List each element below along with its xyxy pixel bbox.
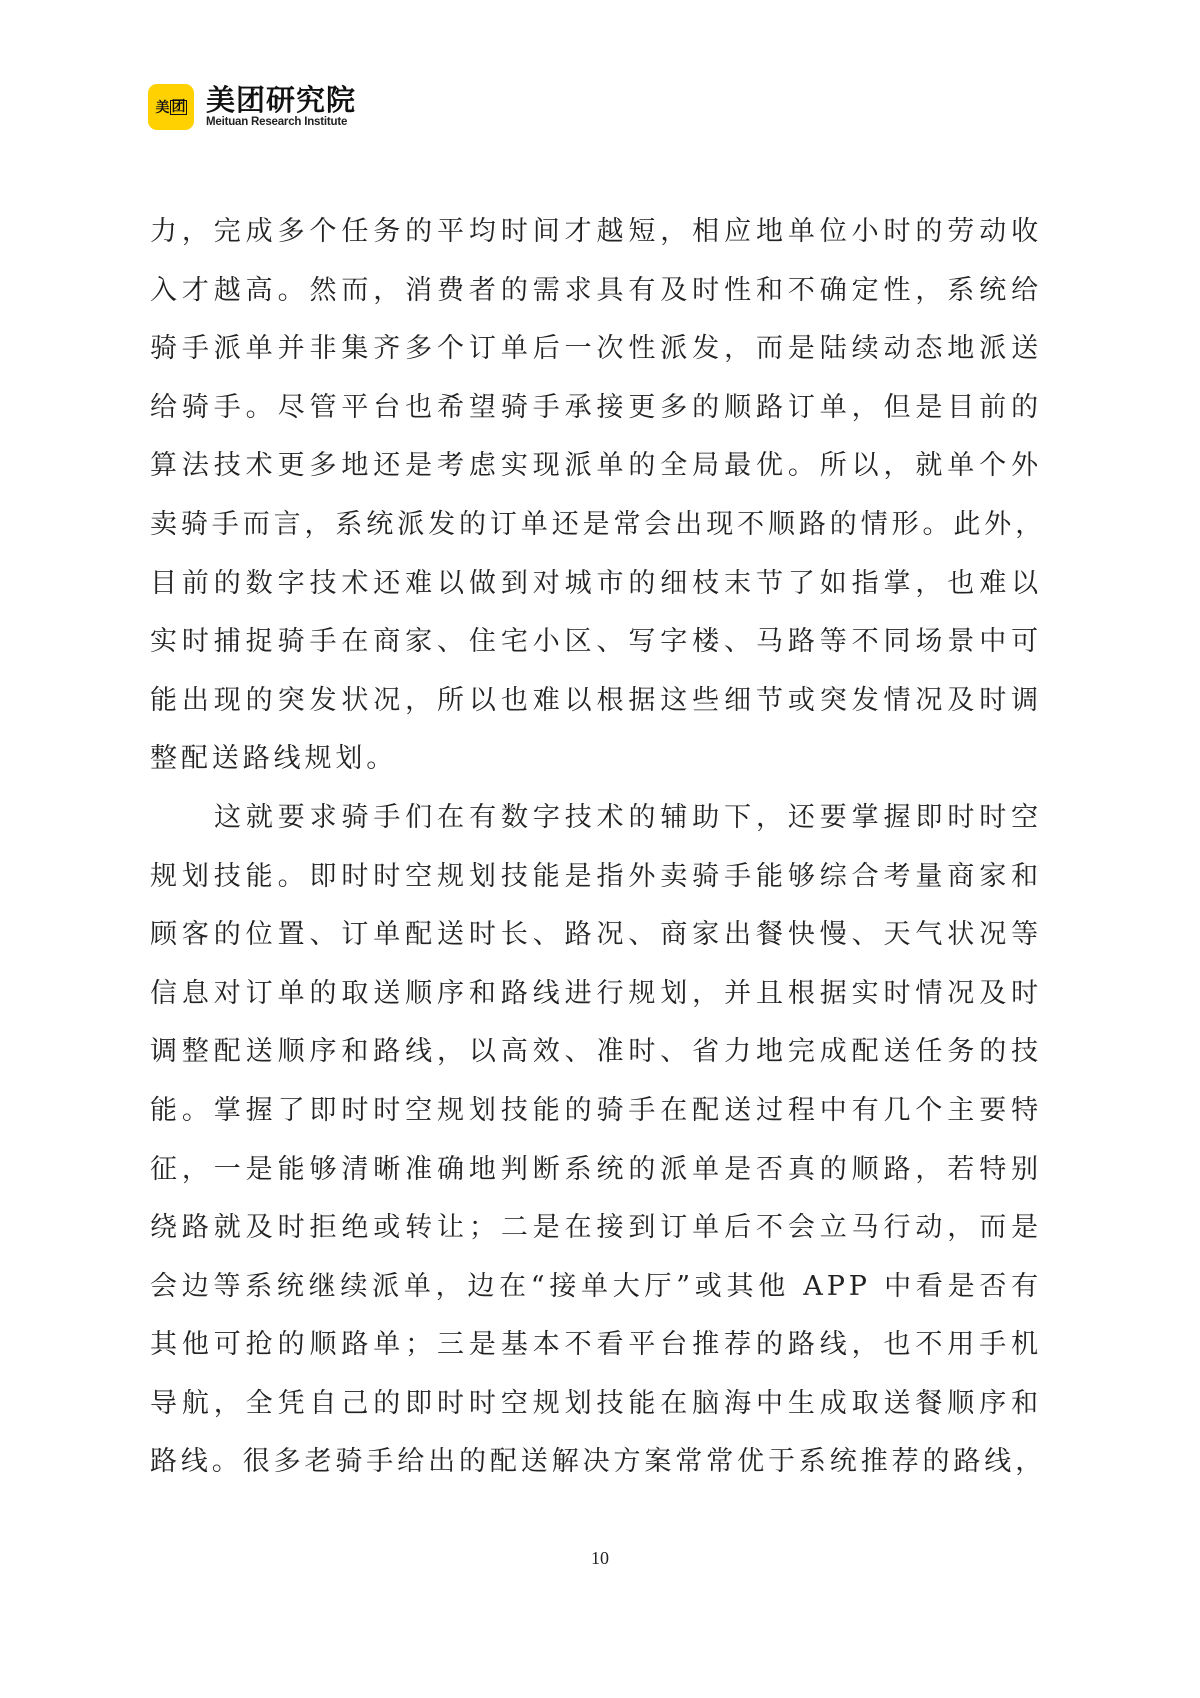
brand-name-english: Meituan Research Institute [206,116,348,128]
text-line: 征，一是能够清晰准确地判断系统的派单是否真的顺路，若特别 [150,1153,1042,1185]
text-line: 调整配送顺序和路线，以高效、准时、省力地完成配送任务的技 [150,1036,1042,1068]
document-header [148,84,356,130]
brand-name [206,85,356,129]
logo-char-mei: 美 [155,100,169,116]
text-line: 算法技术更多地还是考虑实现派单的全局最优。所以，就单个外 [150,450,1042,482]
brand-name-chinese: 美团研究院 [206,83,357,117]
paragraph-1 [150,203,1047,789]
text-line: 能。掌握了即时时空规划技能的骑手在配送过程中有几个主要特 [150,1094,1042,1126]
text-line: 入才越高。然而，消费者的需求具有及时性和不确定性，系统给 [150,274,1042,306]
text-line: 其他可抢的顺路单；三是基本不看平台推荐的路线，也不用手机 [150,1329,1042,1361]
text-line: 信息对订单的取送顺序和路线进行规划，并且根据实时情况及时 [150,977,1042,1009]
paragraph-2 [150,789,1047,1492]
meituan-logo-icon [148,84,194,130]
page-number: 10 [591,1548,609,1568]
text-line: 这就要求骑手们在有数字技术的辅助下，还要掌握即时时空 [214,801,1042,833]
text-line: 整配送路线规划。 [150,743,398,775]
text-line: 目前的数字技术还难以做到对城市的细枝末节了如指掌，也难以 [150,567,1042,599]
text-line: 绕路就及时拒绝或转让；二是在接到订单后不会立马行动，而是 [150,1212,1042,1244]
text-line: 导航，全凭自己的即时时空规划技能在脑海中生成取送餐顺序和 [150,1387,1042,1419]
text-line: 力，完成多个任务的平均时间才越短，相应地单位小时的劳动收 [150,216,1042,247]
text-line: 卖骑手而言，系统派发的订单还是常会出现不顺路的情形。此外， [150,508,1047,540]
text-line: 能出现的突发状况，所以也难以根据这些细节或突发情况及时调 [150,684,1042,716]
text-line: 实时捕捉骑手在商家、住宅小区、写字楼、马路等不同场景中可 [150,626,1042,658]
text-line: 给骑手。尽管平台也希望骑手承接更多的顺路订单，但是目前的 [150,391,1042,423]
text-line: 会边等系统继续派单，边在“接单大厅”或其他 APP 中看是否有 [150,1270,1042,1302]
logo-char-tuan: 团 [171,98,185,115]
text-line: 骑手派单并非集齐多个订单后一次性派发，而是陆续动态地派送 [150,333,1042,365]
text-line: 顾客的位置、订单配送时长、路况、商家出餐快慢、天气状况等 [150,919,1042,951]
document-body [150,203,1047,1492]
text-line: 规划技能。即时时空规划技能是指外卖骑手能够综合考量商家和 [150,860,1042,892]
text-line: 路线。很多老骑手给出的配送解决方案常常优于系统推荐的路线， [150,1446,1047,1478]
